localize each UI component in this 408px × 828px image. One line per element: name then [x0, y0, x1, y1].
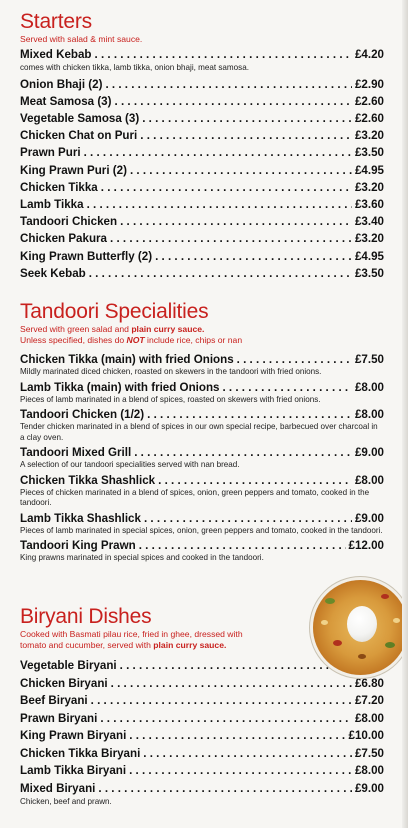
tandoori-note-tail: include rice, chips or nan	[144, 335, 243, 345]
menu-item	[20, 248, 384, 265]
menu-item-name: Lamb Tikka (main) with fried Onions	[20, 380, 220, 394]
menu-item-name: Vegetable Biryani	[20, 659, 117, 672]
menu-item-description: A selection of our tandoori specialities served with nan bread.	[20, 460, 240, 469]
menu-item	[20, 692, 384, 710]
menu-item-price: £4.95	[354, 163, 384, 177]
menu-item-price: £6.80	[354, 676, 384, 690]
starters-subtitle: Served with salad & mint sauce.	[20, 34, 143, 44]
menu-item-price: £3.20	[354, 180, 384, 194]
menu-item	[20, 162, 384, 179]
dot-leader	[129, 762, 352, 780]
menu-item-price: £7.50	[354, 353, 384, 366]
dot-leader	[140, 127, 352, 144]
tandoori-subtitle-bold: plain curry sauce.	[131, 324, 205, 334]
menu-item-description: Mildly marinated diced chicken, roasted on skewers in the tandoori with fried onions.	[20, 367, 322, 376]
menu-item-price: £8.00	[354, 408, 384, 421]
menu-item-price: £8.00	[354, 380, 384, 394]
dot-leader	[84, 144, 352, 161]
menu-item-price: £2.90	[354, 77, 384, 91]
biryani-subtitle-line1: Cooked with Basmati pilau rice, fried in ghee, dressed with	[20, 629, 243, 639]
menu-item	[20, 196, 384, 213]
dot-leader	[134, 445, 352, 460]
menu-item	[20, 352, 384, 367]
tandoori-subtitle	[20, 324, 384, 335]
menu-item-name: Chicken Tikka Shashlick	[20, 473, 156, 487]
tandoori-list	[20, 352, 384, 564]
menu-item-price: £4.20	[354, 48, 384, 61]
menu-item	[20, 538, 384, 553]
menu-item	[20, 675, 384, 693]
starters-section	[20, 10, 384, 282]
menu-item	[20, 127, 384, 144]
menu-item-name: Chicken Tikka Biryani	[20, 746, 141, 760]
menu-item-price: £3.60	[354, 198, 384, 211]
menu-item	[20, 762, 384, 780]
menu-item-name: Vegetable Samosa (3)	[20, 112, 140, 126]
tandoori-section	[20, 300, 384, 566]
biryani-subtitle-bold: plain curry sauce.	[153, 640, 227, 650]
menu-item-description: Chicken, beef and prawn.	[20, 797, 112, 806]
menu-item-name: Tandoori Chicken	[20, 215, 118, 229]
menu-item-name: King Prawn Butterfly (2)	[20, 249, 153, 263]
menu-item	[20, 745, 384, 763]
menu-item-name: King Prawn Biryani	[20, 729, 127, 742]
biryani-list	[20, 657, 384, 808]
menu-item	[20, 265, 384, 282]
tandoori-note-text: Unless specified, dishes do	[20, 335, 127, 345]
menu-item-price: £9.00	[354, 511, 384, 525]
menu-item	[20, 230, 384, 247]
menu-item-name: King Prawn Puri (2)	[20, 163, 127, 177]
menu-item-price: £7.20	[354, 694, 384, 707]
dot-leader	[120, 657, 352, 675]
menu-item-name: Chicken Chat on Puri	[20, 129, 138, 143]
dot-leader	[143, 745, 352, 763]
dot-leader	[155, 248, 352, 265]
menu-item-name: Prawn Puri	[20, 146, 81, 160]
dot-leader	[100, 710, 352, 728]
menu-item-price: £8.00	[354, 764, 384, 777]
menu-item	[20, 76, 384, 93]
menu-item-price: £12.00	[348, 539, 384, 552]
menu-item	[20, 213, 384, 230]
dot-leader	[110, 230, 352, 247]
menu-item-price: £7.50	[354, 746, 384, 760]
dot-leader	[105, 76, 352, 93]
menu-item-price: £3.20	[354, 129, 384, 143]
menu-item-description: comes with chicken tikka, lamb tikka, onion bhaji, meat samosa.	[20, 63, 249, 73]
tandoori-subtitle-text: Served with green salad and	[20, 324, 132, 334]
menu-item-name: Chicken Tikka (main) with fried Onions	[20, 353, 234, 366]
egg-icon	[347, 606, 377, 642]
menu-item-price: £2.60	[354, 94, 384, 108]
dot-leader	[237, 352, 352, 367]
dot-leader	[222, 380, 352, 395]
menu-item-name: Mixed Biryani	[20, 781, 96, 795]
menu-item	[20, 380, 384, 395]
dot-leader	[95, 46, 352, 63]
menu-item-price: £3.50	[354, 266, 384, 280]
dot-leader	[129, 727, 345, 745]
dot-leader	[139, 538, 346, 553]
menu-item	[20, 445, 384, 460]
biryani-dish-image	[313, 580, 408, 675]
menu-item	[20, 407, 384, 422]
dot-leader	[98, 780, 352, 798]
menu-item-name: Lamb Tikka Biryani	[20, 764, 127, 777]
dot-leader	[87, 196, 352, 213]
starters-list	[20, 46, 384, 282]
menu-item	[20, 93, 384, 110]
menu-item-price: £10.00	[348, 729, 384, 742]
menu-item-name: Tandoori King Prawn	[20, 539, 136, 552]
menu-item-price: £8.00	[354, 473, 384, 487]
menu-item-name: Tandoori Mixed Grill	[20, 446, 132, 459]
menu-item-name: Onion Bhaji (2)	[20, 77, 103, 91]
dot-leader	[130, 162, 352, 179]
menu-item-name: Lamb Tikka Shashlick	[20, 511, 141, 525]
menu-item	[20, 46, 384, 63]
menu-item	[20, 780, 384, 798]
menu-item-name: Tandoori Chicken (1/2)	[20, 408, 145, 421]
dot-leader	[115, 93, 352, 110]
menu-item	[20, 110, 384, 127]
tandoori-title: Tandoori Specialities	[20, 300, 209, 323]
dot-leader	[147, 407, 352, 422]
dot-leader	[101, 179, 352, 196]
menu-item-price: £9.00	[354, 781, 384, 795]
menu-item-price: £9.00	[354, 446, 384, 459]
menu-item-price: £3.20	[354, 232, 384, 246]
dot-leader	[144, 511, 352, 526]
biryani-subtitle-text: tomato and cucumber, served with	[20, 640, 154, 650]
menu-item-name: Seek Kebab	[20, 266, 86, 280]
menu-item-description: Pieces of lamb marinated in special spices, onion, green peppers and tomato, cooked in the tandoori.	[20, 525, 383, 535]
dot-leader	[158, 473, 352, 488]
menu-item-price: £8.00	[354, 711, 384, 725]
menu-item-name: Chicken Biryani	[20, 676, 108, 690]
menu-item-name: Mixed Kebab	[20, 48, 92, 61]
menu-item-price: £3.50	[354, 146, 384, 160]
menu-item	[20, 179, 384, 196]
dot-leader	[142, 110, 352, 127]
menu-item	[20, 511, 384, 526]
menu-item-price: £3.40	[354, 215, 384, 229]
starters-title: Starters	[20, 10, 92, 33]
menu-item-description: Tender chicken marinated in a blend of spices in our own special recipe, barbecued over charcoal in a clay oven.	[20, 422, 378, 442]
menu-item-price: £4.95	[354, 249, 384, 263]
menu-item	[20, 473, 384, 488]
menu-item-name: Meat Samosa (3)	[20, 94, 112, 108]
page-edge	[402, 0, 408, 828]
dot-leader	[120, 213, 352, 230]
tandoori-note-emphasis: NOT	[126, 335, 145, 345]
menu-item-name: Lamb Tikka	[20, 198, 84, 211]
dot-leader	[89, 265, 352, 282]
menu-item-name: Chicken Tikka	[20, 180, 98, 194]
menu-item-description: King prawns marinated in special spices and cooked in the tandoori.	[20, 553, 264, 562]
menu-item	[20, 710, 384, 728]
menu-item-name: Prawn Biryani	[20, 711, 98, 725]
dot-leader	[111, 675, 352, 693]
menu-item-description: Pieces of lamb marinated in a blend of spices, roasted on skewers with fried onions.	[20, 394, 321, 404]
dot-leader	[91, 692, 352, 710]
tandoori-note	[20, 335, 384, 346]
menu-item-description: Pieces of chicken marinated in a blend of spices, onion, green peppers and tomato, cooked in the tandoori.	[20, 487, 370, 507]
menu-item-name: Chicken Pakura	[20, 232, 107, 246]
biryani-title: Biryani Dishes	[20, 605, 152, 628]
menu-item-price: £2.60	[354, 112, 384, 126]
menu-item-name: Beef Biryani	[20, 694, 88, 707]
menu-item	[20, 144, 384, 161]
menu-item	[20, 727, 384, 745]
